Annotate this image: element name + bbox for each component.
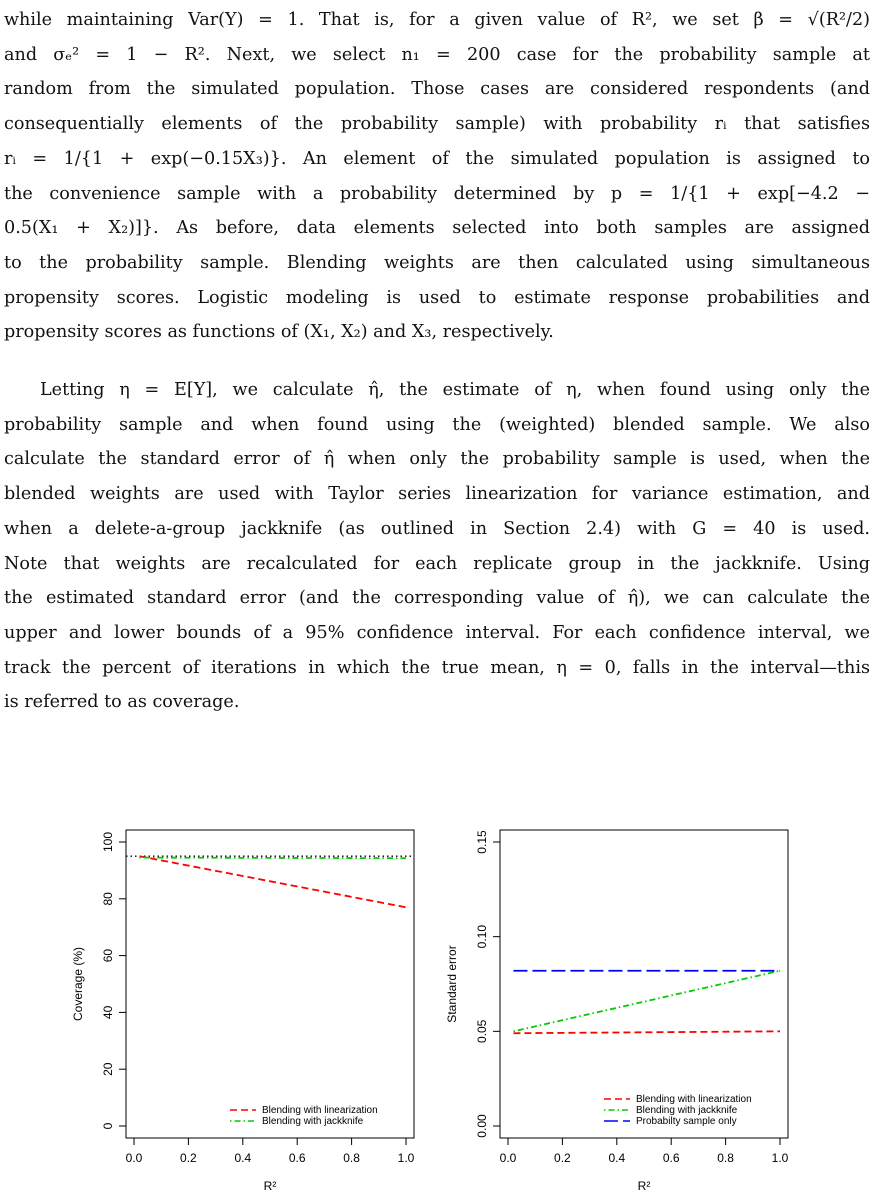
- standard-error-chart: [428, 820, 800, 1190]
- chart-axes-group: [445, 830, 789, 1190]
- y-axis-label: Standard error: [445, 945, 459, 1023]
- text-line: the estimated standard error (and the corresponding value of η̂), we can calculate the: [4, 588, 870, 609]
- y-tick-label: 0.10: [475, 924, 489, 949]
- text-line: blended weights are used with Taylor series linearization for variance estimation, and: [4, 484, 870, 505]
- x-tick-label: 0.4: [608, 1151, 626, 1165]
- coverage-chart: [54, 820, 426, 1190]
- y-tick-label: 0.15: [475, 830, 489, 854]
- text-line: and σₑ² = 1 − R². Next, we select n₁ = 200 case for the probability sample at: [4, 44, 870, 65]
- text-line: Letting η = E[Y], we calculate η̂, the estimate of η, when found using only the: [40, 380, 870, 400]
- figure-coverage: [54, 820, 426, 1190]
- x-tick-label: 0.2: [180, 1151, 197, 1165]
- series-line-1: [513, 971, 780, 1032]
- y-tick-label: 0.05: [475, 1019, 489, 1044]
- x-axis-label: R²: [263, 1179, 277, 1190]
- x-tick-label: 0.8: [717, 1151, 734, 1165]
- y-tick-label: 100: [101, 831, 115, 853]
- x-tick-label: 0.0: [125, 1151, 143, 1165]
- text-line: 0.5(X₁ + X₂)]}. As before, data elements selected into both samples are assigned: [4, 218, 870, 239]
- chart-axes-group: [71, 830, 415, 1190]
- text-line: probability sample and when found using the (weighted) blended sample. We also: [4, 414, 870, 435]
- y-tick-label: 0: [101, 1122, 115, 1130]
- text-line: propensity scores as functions of (X₁, X₂) and X₃, respectively.: [4, 322, 554, 343]
- legend-entry: Blending with linearization: [262, 1105, 378, 1116]
- y-tick-label: 40: [101, 1005, 115, 1020]
- y-axis-label: Coverage (%): [71, 946, 85, 1022]
- text-line: calculate the standard error of η̂ when only the probability sample is used, when the: [4, 449, 870, 470]
- x-axis-label: R²: [637, 1179, 651, 1190]
- text-line: while maintaining Var(Y) = 1. That is, for a given value of R², we set β = √(R²/2): [4, 10, 870, 30]
- x-tick-label: 1.0: [397, 1151, 415, 1165]
- text-line: when a delete-a-group jackknife (as outlined in Section 2.4) with G = 40 is used.: [4, 518, 870, 539]
- text-line: Note that weights are recalculated for each replicate group in the jackknife. Using: [4, 553, 870, 574]
- text-line: upper and lower bounds of a 95% confidence interval. For each confidence interval, we: [4, 622, 870, 643]
- text-line: consequentially elements of the probability sample) with probability rᵢ that satisfies: [4, 114, 870, 135]
- legend-entry: Blending with linearization: [636, 1094, 752, 1105]
- paragraph-estimation: [4, 373, 870, 720]
- x-tick-label: 0.4: [234, 1151, 252, 1165]
- y-tick-label: 20: [101, 1062, 115, 1076]
- text-line: the convenience sample with a probability determined by p = 1/{1 + exp[−4.2 −: [4, 183, 870, 204]
- text-line: propensity scores. Logistic modeling is used to estimate response probabilities and: [4, 287, 870, 308]
- text-line: to the probability sample. Blending weights are then calculated using simultaneous: [4, 252, 870, 273]
- series-line-1: [139, 858, 406, 859]
- paragraph-simulation-setup: [4, 3, 870, 350]
- x-tick-label: 0.2: [554, 1151, 571, 1165]
- plot-frame: [126, 830, 414, 1138]
- series-line-0: [513, 1031, 780, 1033]
- text-line: is referred to as coverage.: [4, 692, 240, 713]
- plot-frame: [500, 830, 788, 1138]
- x-tick-label: 1.0: [771, 1151, 789, 1165]
- legend-entry: Probabilty sample only: [636, 1116, 737, 1127]
- y-tick-label: 60: [101, 948, 115, 963]
- text-line: rᵢ = 1/{1 + exp(−0.15X₃)}. An element of the simulated population is assigned to: [4, 148, 870, 169]
- series-line-0: [139, 856, 406, 907]
- x-tick-label: 0.6: [288, 1151, 306, 1165]
- y-tick-label: 0.00: [475, 1114, 489, 1138]
- x-tick-label: 0.8: [343, 1151, 360, 1165]
- x-tick-label: 0.6: [662, 1151, 680, 1165]
- text-line: track the percent of iterations in which the true mean, η = 0, falls in the interval—this: [4, 657, 870, 678]
- legend-entry: Blending with jackknife: [262, 1116, 364, 1127]
- figure-standard-error: [428, 820, 800, 1190]
- x-tick-label: 0.0: [499, 1151, 517, 1165]
- y-tick-label: 80: [101, 892, 115, 906]
- legend-entry: Blending with jackknife: [636, 1105, 738, 1116]
- text-line: random from the simulated population. Those cases are considered respondents (and: [4, 79, 870, 100]
